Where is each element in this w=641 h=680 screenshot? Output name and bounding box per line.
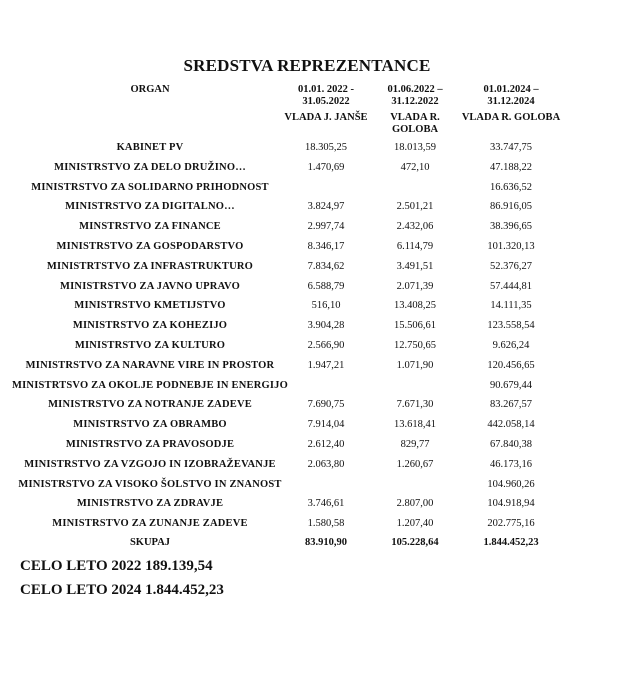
value-period-3: 202.775,16 <box>487 518 535 530</box>
value-period-3: 46.173,16 <box>490 458 532 470</box>
organ-name: MINISTRSTVO ZA KULTURO <box>74 339 226 351</box>
organ-name: MINISTRSTVO ZA NARAVNE VIRE IN PROSTOR <box>25 359 275 371</box>
summary-2022: CELO LETO 2022 189.139,54 <box>20 558 213 574</box>
value-period-3: 67.840,38 <box>490 438 532 450</box>
value-period-2: 472,10 <box>400 161 430 173</box>
organ-name: KABINET PV <box>116 142 184 153</box>
value-period-2: 2.501,21 <box>396 201 434 213</box>
organ-name: MINISTRSTVO ZA SOLIDARNO PRIHODNOST <box>31 181 269 193</box>
organ-name: MINISTRSTVO ZA OBRAMBO <box>73 419 227 431</box>
value-period-1: 1.470,69 <box>307 161 345 173</box>
table-row <box>0 178 641 198</box>
value-period-3: 16.636,52 <box>490 181 532 193</box>
table-row <box>0 296 641 316</box>
value-period-3: 57.444,81 <box>490 280 532 292</box>
value-period-3: 52.376,27 <box>490 260 532 272</box>
table-row <box>0 158 641 178</box>
value-period-1: 7.834,62 <box>307 260 345 272</box>
expense-table <box>0 138 641 534</box>
organ-name: MINISTRSTVO ZA DELO DRUŽINO… <box>54 161 246 173</box>
value-period-1: 2.612,40 <box>307 438 345 450</box>
table-row <box>0 475 641 495</box>
table-row <box>0 455 641 475</box>
value-period-2: 12.750,65 <box>394 339 436 351</box>
organ-name: MINSTRSTVO ZA FINANCE <box>79 221 221 233</box>
value-period-2: 1.207,40 <box>396 518 434 530</box>
value-period-3: 33.747,75 <box>490 142 532 153</box>
value-period-2: 2.807,00 <box>396 498 434 510</box>
table-row <box>0 376 641 396</box>
column-header-government-3: VLADA R. GOLOBA <box>461 112 561 123</box>
table-row <box>0 257 641 277</box>
table-row <box>0 316 641 336</box>
table-row <box>0 395 641 415</box>
total-period-2: 105.228,64 <box>391 537 439 548</box>
value-period-1: 2.566,90 <box>307 339 345 351</box>
organ-name: MINISTRSTVO ZA DIGITALNO… <box>65 201 235 213</box>
value-period-1: 3.904,28 <box>307 320 345 332</box>
organ-name: MINISTRSTVO ZA ZDRAVJE <box>76 498 224 510</box>
total-row <box>0 537 641 555</box>
total-period-1: 83.910,90 <box>305 537 347 548</box>
value-period-3: 47.188,22 <box>490 161 532 173</box>
value-period-3: 90.679,44 <box>490 379 532 391</box>
page-title: SREDSTVA REPREZENTANCE <box>183 56 431 75</box>
value-period-1: 1.947,21 <box>307 359 345 371</box>
table-row <box>0 494 641 514</box>
value-period-1: 1.580,58 <box>307 518 345 530</box>
value-period-3: 14.111,35 <box>490 300 532 312</box>
organ-name: MINISTRSTVO ZA PRAVOSODJE <box>65 438 235 450</box>
table-row <box>0 138 641 158</box>
table-row <box>0 237 641 257</box>
table-row <box>0 197 641 217</box>
value-period-2: 6.114,79 <box>396 240 434 252</box>
value-period-3: 104.960,26 <box>487 478 535 490</box>
value-period-1: 3.746,61 <box>307 498 345 510</box>
value-period-1: 7.914,04 <box>307 419 345 431</box>
organ-name: MINISTRSTVO ZA NOTRANJE ZADEVE <box>48 399 252 411</box>
table-row <box>0 336 641 356</box>
column-header-period-2: 01.06.2022 – 31.12.2022 <box>387 84 443 107</box>
summary-2024: CELO LETO 2024 1.844.452,23 <box>20 582 224 598</box>
organ-name: MINISTRSTVO ZA VISOKO ŠOLSTVO IN ZNANOST <box>18 478 282 490</box>
column-header-period-1: 01.01. 2022 - 31.05.2022 <box>298 84 354 107</box>
organ-name: MINISTRTSTVO ZA INFRASTRUKTURO <box>46 260 254 272</box>
column-header-organ: ORGAN <box>130 84 170 95</box>
value-period-1: 6.588,79 <box>307 280 345 292</box>
value-period-2: 3.491,51 <box>396 260 434 272</box>
value-period-3: 86.916,05 <box>490 201 532 213</box>
value-period-1: 18.305,25 <box>305 142 347 153</box>
value-period-3: 104.918,94 <box>487 498 535 510</box>
value-period-2: 2.432,06 <box>396 221 434 233</box>
column-header-government-1: VLADA J. JANŠE <box>284 112 368 123</box>
table-row <box>0 277 641 297</box>
value-period-2: 1.071,90 <box>396 359 434 371</box>
table-row <box>0 435 641 455</box>
organ-name: MINISTRSTVO KMETIJSTVO <box>74 300 226 312</box>
value-period-3: 120.456,65 <box>487 359 535 371</box>
value-period-2: 7.671,30 <box>396 399 434 411</box>
value-period-2: 829,77 <box>400 438 430 450</box>
value-period-1: 2.063,80 <box>307 458 345 470</box>
value-period-3: 38.396,65 <box>490 221 532 233</box>
value-period-2: 1.260,67 <box>396 458 434 470</box>
value-period-1: 516,10 <box>311 300 341 312</box>
value-period-3: 442.058,14 <box>487 419 535 431</box>
organ-name: MINISTRSTVO ZA JAVNO UPRAVO <box>60 280 240 292</box>
value-period-2: 13.618,41 <box>394 419 436 431</box>
total-label: SKUPAJ <box>129 537 171 548</box>
table-row <box>0 356 641 376</box>
value-period-2: 15.506,61 <box>394 320 436 332</box>
value-period-2: 2.071,39 <box>396 280 434 292</box>
value-period-1: 8.346,17 <box>307 240 345 252</box>
value-period-2: 18.013,59 <box>394 142 436 153</box>
organ-name: MINISTRTSVO ZA OKOLJE PODNEBJE IN ENERGIJO <box>12 379 288 391</box>
organ-name: MINISTRSTVO ZA ZUNANJE ZADEVE <box>52 518 248 530</box>
organ-name: MINISTRSTVO ZA KOHEZIJO <box>72 320 228 332</box>
table-row <box>0 217 641 237</box>
table-row <box>0 415 641 435</box>
value-period-3: 83.267,57 <box>490 399 532 411</box>
value-period-1: 3.824,97 <box>307 201 345 213</box>
total-period-3: 1.844.452,23 <box>483 537 539 548</box>
column-header-government-2: VLADA R. GOLOBA <box>390 112 440 135</box>
organ-name: MINISTRSTVO ZA VZGOJO IN IZOBRAŽEVANJE <box>24 458 276 470</box>
table-row <box>0 514 641 534</box>
column-header-period-3: 01.01.2024 – 31.12.2024 <box>483 84 539 107</box>
value-period-1: 7.690,75 <box>307 399 345 411</box>
value-period-1: 2.997,74 <box>307 221 345 233</box>
value-period-3: 101.320,13 <box>487 240 535 252</box>
value-period-3: 9.626,24 <box>492 339 530 351</box>
value-period-2: 13.408,25 <box>394 300 436 312</box>
organ-name: MINISTRSTVO ZA GOSPODARSTVO <box>56 240 244 252</box>
value-period-3: 123.558,54 <box>487 320 535 332</box>
